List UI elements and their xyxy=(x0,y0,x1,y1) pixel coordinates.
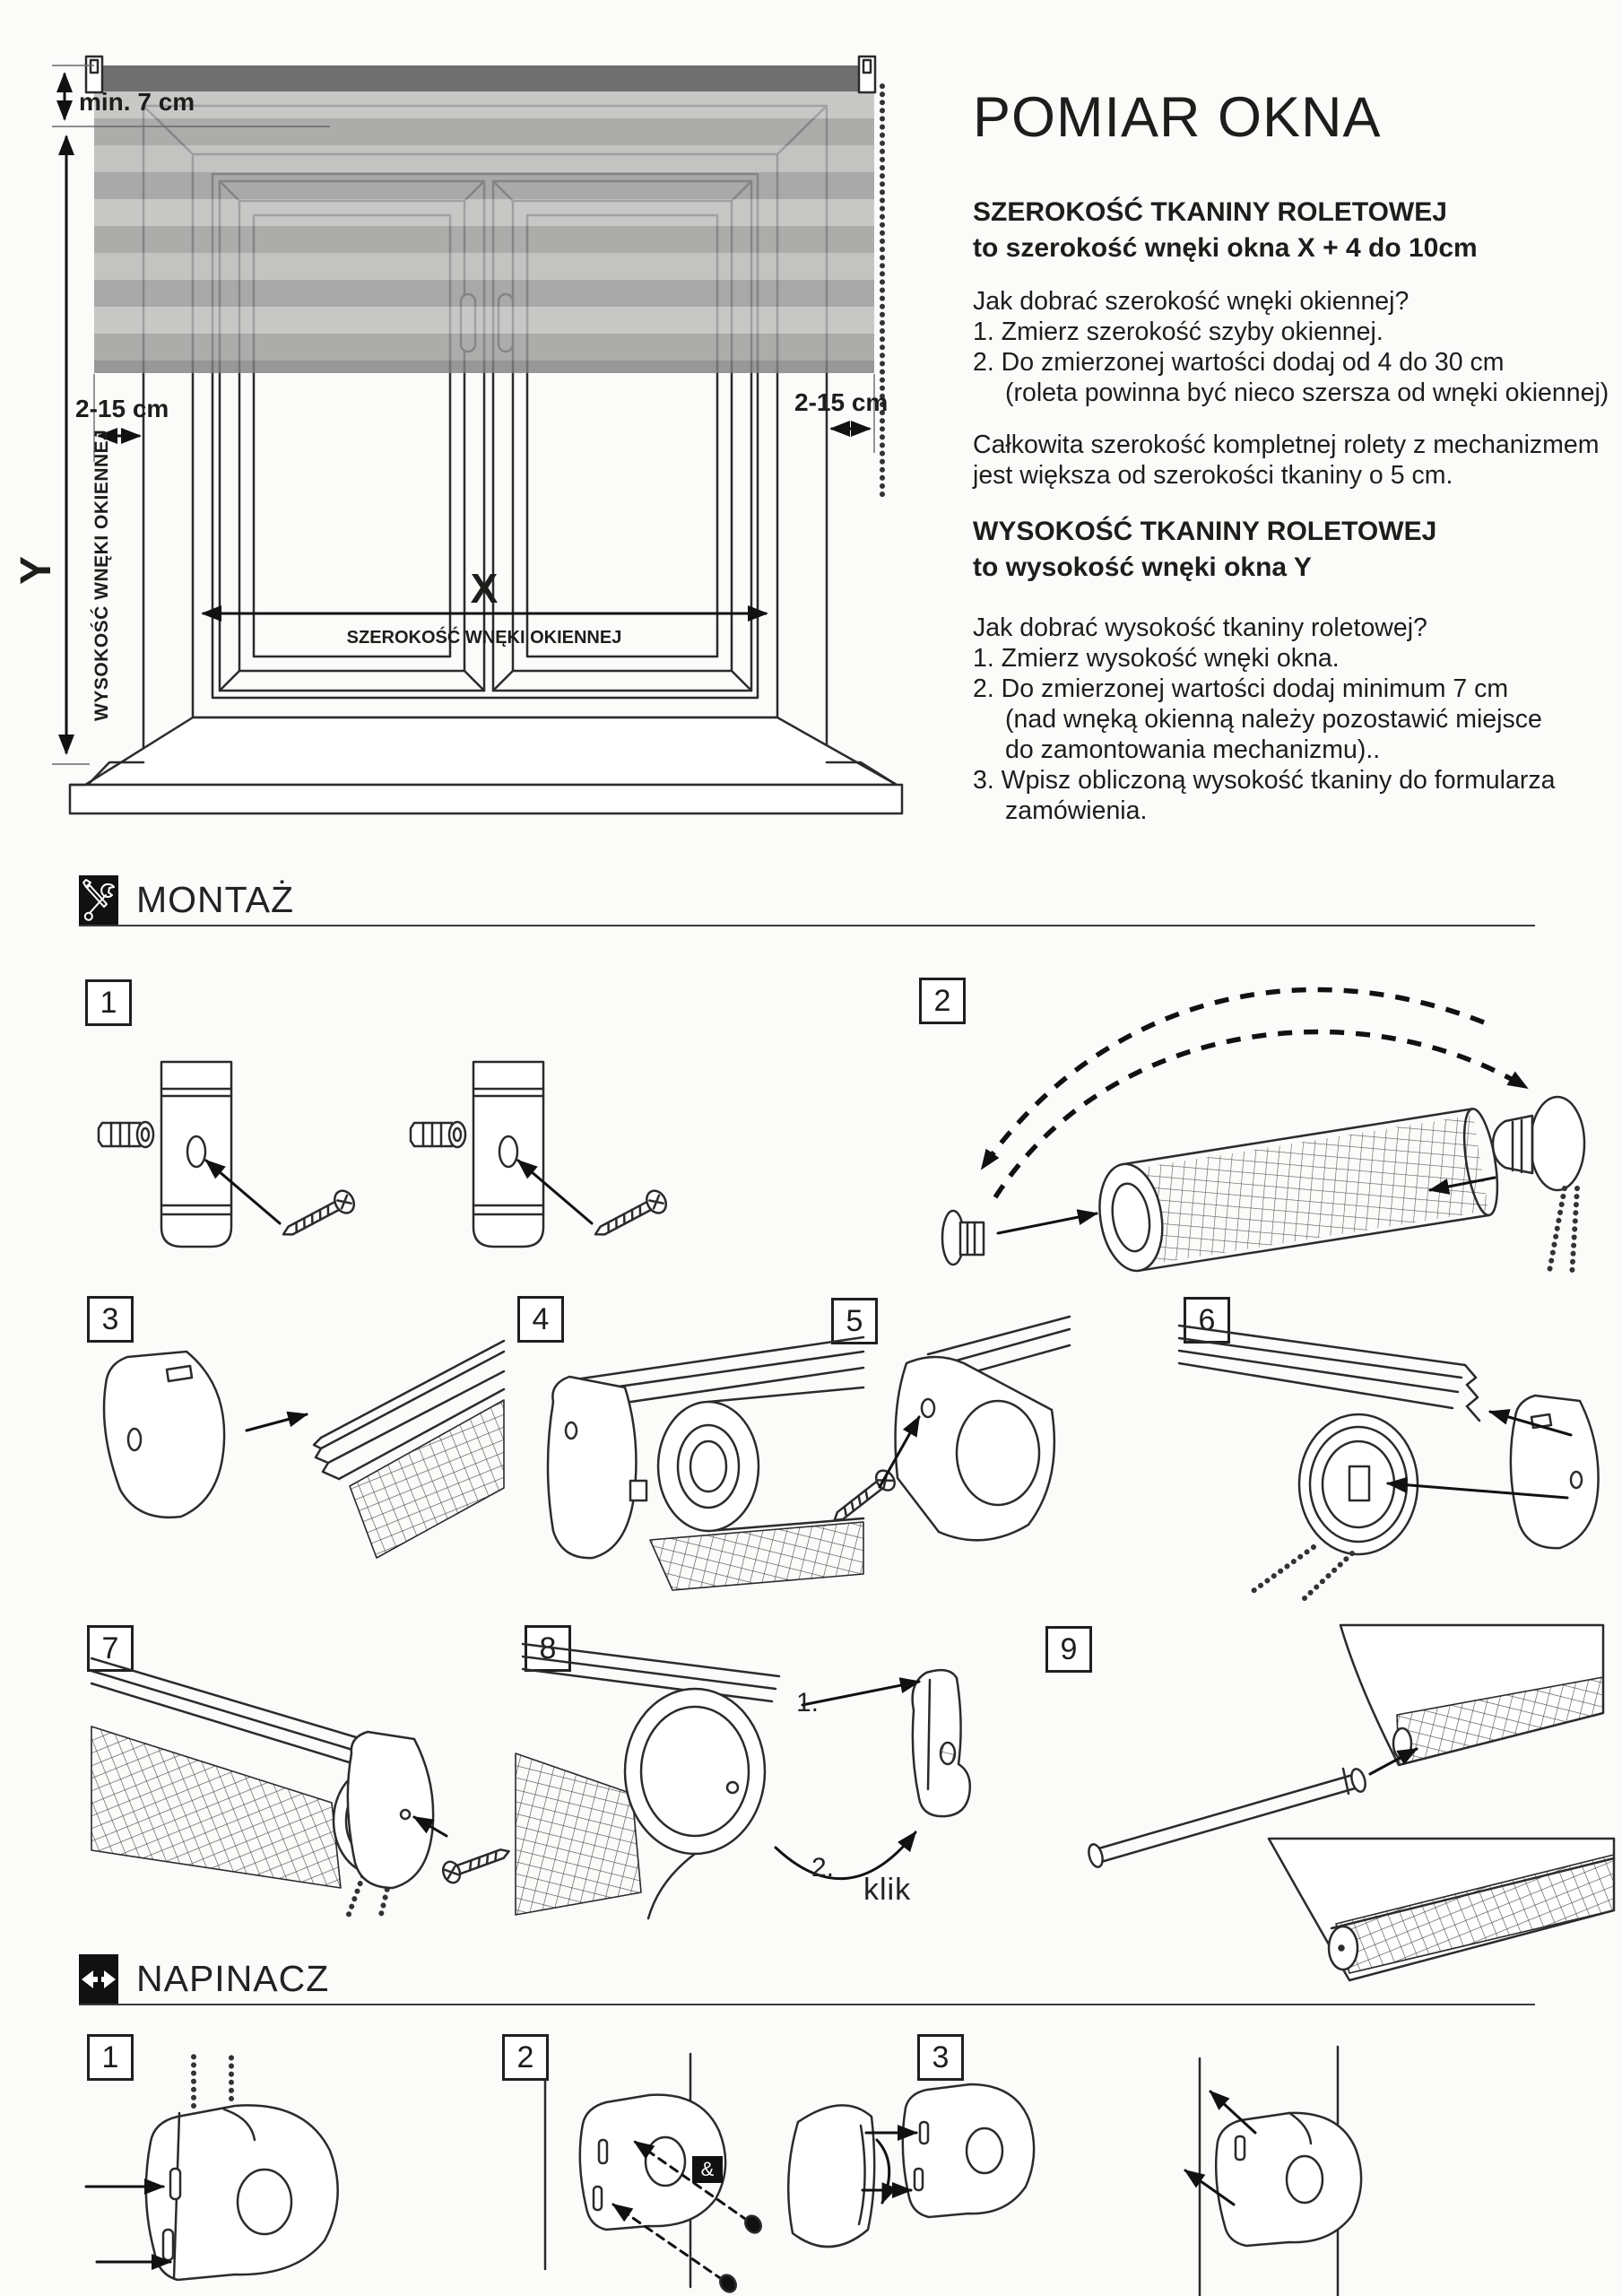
montaz-step-8-number: 8 xyxy=(525,1625,571,1672)
roller-blind-fabric xyxy=(94,91,874,373)
height-heading: WYSOKOŚĆ TKANINY ROLETOWEJ xyxy=(973,517,1437,546)
montaz-step-4-number: 4 xyxy=(517,1296,564,1343)
montaz-step-6-illustration xyxy=(1166,1292,1622,1601)
napinacz-divider xyxy=(79,2004,1535,2005)
height-subheading: to wysokość wnęki okna Y xyxy=(973,552,1312,582)
wall-plug-icon xyxy=(99,1122,153,1147)
y-letter: Y xyxy=(13,555,60,585)
montaz-section-title: MONTAŻ xyxy=(136,879,295,920)
height-instructions: Jak dobrać wysokość tkaniny roletowej? 1. Zmierz wysokość wnęki okna. 2. Do zmierzonej wartości dodaj minimum 7 cm (nad wnęką okienną należy pozostawić miejsce do zamontowania mechanizmu).. 3. Wpisz obliczoną wysokość tkaniny do formularza zamówienia. xyxy=(973,613,1556,825)
montaz-step-1-illustration xyxy=(99,1048,708,1267)
wall-bracket xyxy=(913,1670,970,1816)
x-letter: X xyxy=(470,565,499,612)
side-right-label: 2-15 cm xyxy=(794,388,889,416)
measurement-copy xyxy=(973,85,1622,826)
width-instructions: Jak dobrać szerokość wnęki okiennej? 1. Zmierz szerokość szyby okiennej. 2. Do zmierzonej wartości dodaj od 4 do 30 cm (roleta powinna być nieco szersza od wnęki okiennej) xyxy=(973,287,1609,407)
montaz-divider xyxy=(79,925,1535,926)
step8-label-2: 2. xyxy=(811,1853,835,1883)
napinacz-step-2a-illustration xyxy=(529,2054,780,2296)
montaz-step-1-number: 1 xyxy=(85,979,132,1026)
montaz-step-7-number: 7 xyxy=(87,1625,134,1672)
napinacz-step-1-illustration xyxy=(81,2054,457,2296)
tools-icon xyxy=(79,875,118,926)
pin-end-cap xyxy=(942,1211,1097,1265)
side-left-label: 2-15 cm xyxy=(75,395,169,422)
montaz-step-2-illustration xyxy=(910,973,1622,1283)
montaz-step-5-illustration xyxy=(820,1300,1071,1561)
wall-plug-icon xyxy=(411,1122,465,1147)
montaz-step-6-number: 6 xyxy=(1184,1297,1230,1344)
step8-label-1: 1. xyxy=(796,1688,820,1718)
montaz-step-5-number: 5 xyxy=(831,1298,878,1344)
montaz-step-9-illustration xyxy=(1040,1614,1622,1973)
napinacz-section-title: NAPINACZ xyxy=(136,1958,330,1999)
x-axis-label: SZEROKOŚĆ WNĘKI OKIENNEJ xyxy=(346,628,622,648)
screw-icon xyxy=(590,1187,670,1245)
width-heading: SZEROKOŚĆ TKANINY ROLETOWEJ xyxy=(973,197,1447,227)
window-measurement-diagram xyxy=(0,0,950,843)
napinacz-step-2-number: 2 xyxy=(502,2034,549,2081)
montaz-step-4-illustration xyxy=(507,1305,865,1601)
width-subheading: to szerokość wnęki okna X + 4 do 10cm xyxy=(973,233,1478,263)
montaz-step-8-illustration xyxy=(507,1619,1018,1924)
width-note: Całkowita szerokość kompletnej rolety z mechanizmem jest większa od szerokości tkaniny o 5 cm. xyxy=(973,430,1600,490)
napinacz-step-2b-illustration xyxy=(771,2054,1040,2296)
montaz-step-2-number: 2 xyxy=(919,978,966,1024)
y-axis-label: WYSOKOŚĆ WNĘKI OKIENNEJ xyxy=(91,429,112,721)
napinacz-step-3-illustration xyxy=(1031,2036,1435,2296)
blind-top-cassette xyxy=(94,65,874,91)
min7-label: min. 7 cm xyxy=(79,88,195,116)
montaz-step-3-number: 3 xyxy=(87,1296,134,1343)
page-title: POMIAR OKNA xyxy=(973,86,1382,149)
montaz-step-7-illustration xyxy=(81,1619,511,1915)
screw-icon xyxy=(440,1841,513,1885)
napinacz-step-3-number: 3 xyxy=(917,2034,964,2081)
montaz-step-9-number: 9 xyxy=(1045,1626,1092,1673)
napinacz-step-1-number: 1 xyxy=(87,2034,134,2081)
screw-icon xyxy=(278,1187,358,1245)
montaz-step-3-illustration xyxy=(81,1296,511,1592)
screw-icon xyxy=(828,1467,898,1529)
double-arrow-icon xyxy=(79,1954,118,2005)
step8-klik-label: klik xyxy=(863,1873,912,1907)
and-joiner: & xyxy=(692,2156,723,2183)
